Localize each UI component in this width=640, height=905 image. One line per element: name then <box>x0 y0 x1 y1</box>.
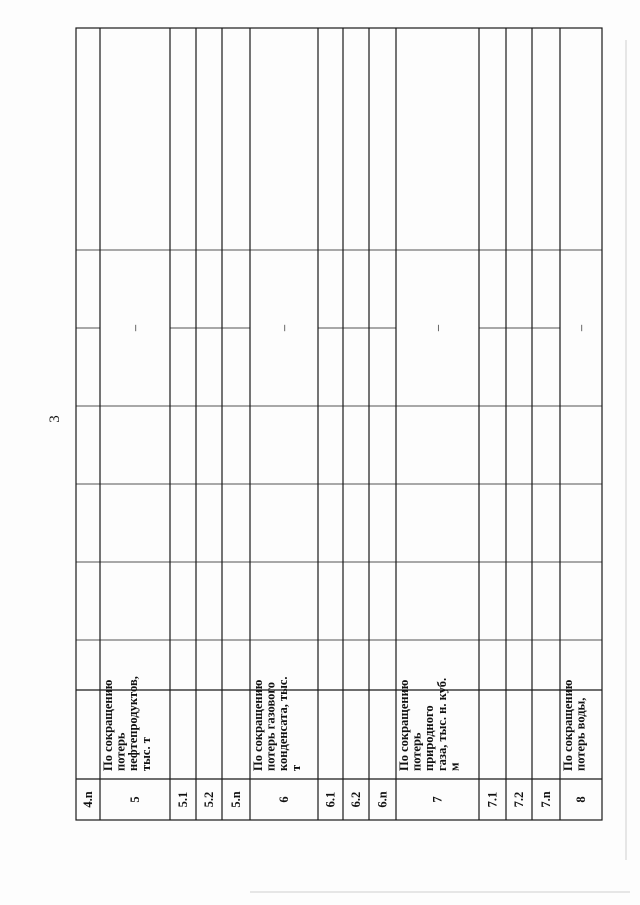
row-label-line: м <box>447 762 462 771</box>
row-number: 6.n <box>375 791 390 808</box>
row-number: 7.1 <box>485 791 500 808</box>
row-label-line: потерь <box>113 732 128 771</box>
row-number: 4.n <box>81 791 95 808</box>
row-label-line: По сокращению <box>101 679 115 771</box>
row-label-line: По сокращению <box>397 679 411 771</box>
row-label-line: нефтепродуктов, <box>126 676 141 771</box>
row-label-line: природного <box>422 705 437 771</box>
row-label-line: конденсата, тыс. <box>276 676 291 771</box>
row-number: 7 <box>430 796 445 803</box>
row-number: 8 <box>574 796 588 803</box>
merged-cell-dash: – <box>277 324 291 332</box>
merged-cell-dash: – <box>574 324 588 332</box>
merged-cell-dash: – <box>128 324 142 332</box>
row-label-line: потерь газового <box>263 681 278 771</box>
row-number: 5 <box>128 796 142 803</box>
row-label-line: По сокращению <box>251 679 265 771</box>
row-label-line: т <box>288 764 303 771</box>
row-number: 5.n <box>229 791 243 808</box>
row-label-line: По сокращению <box>561 679 575 771</box>
row-number: 5.2 <box>202 791 216 808</box>
row-number: 6.2 <box>349 791 363 808</box>
row-number: 6.1 <box>323 791 338 808</box>
page-number: 3 <box>47 415 63 423</box>
row-number: 7.2 <box>512 791 526 808</box>
table-frame <box>76 28 602 820</box>
row-number: 5.1 <box>176 791 190 808</box>
row-label-line: тыс. т <box>138 737 153 771</box>
row-label-line: потерь воды, <box>573 697 588 771</box>
row-label-line: газа, тыс. н. куб. <box>434 677 449 771</box>
row-label-line: потерь <box>409 732 424 771</box>
row-number: 6 <box>277 796 291 803</box>
merged-cell-dash: – <box>430 324 445 332</box>
row-number: 7.n <box>539 791 553 808</box>
